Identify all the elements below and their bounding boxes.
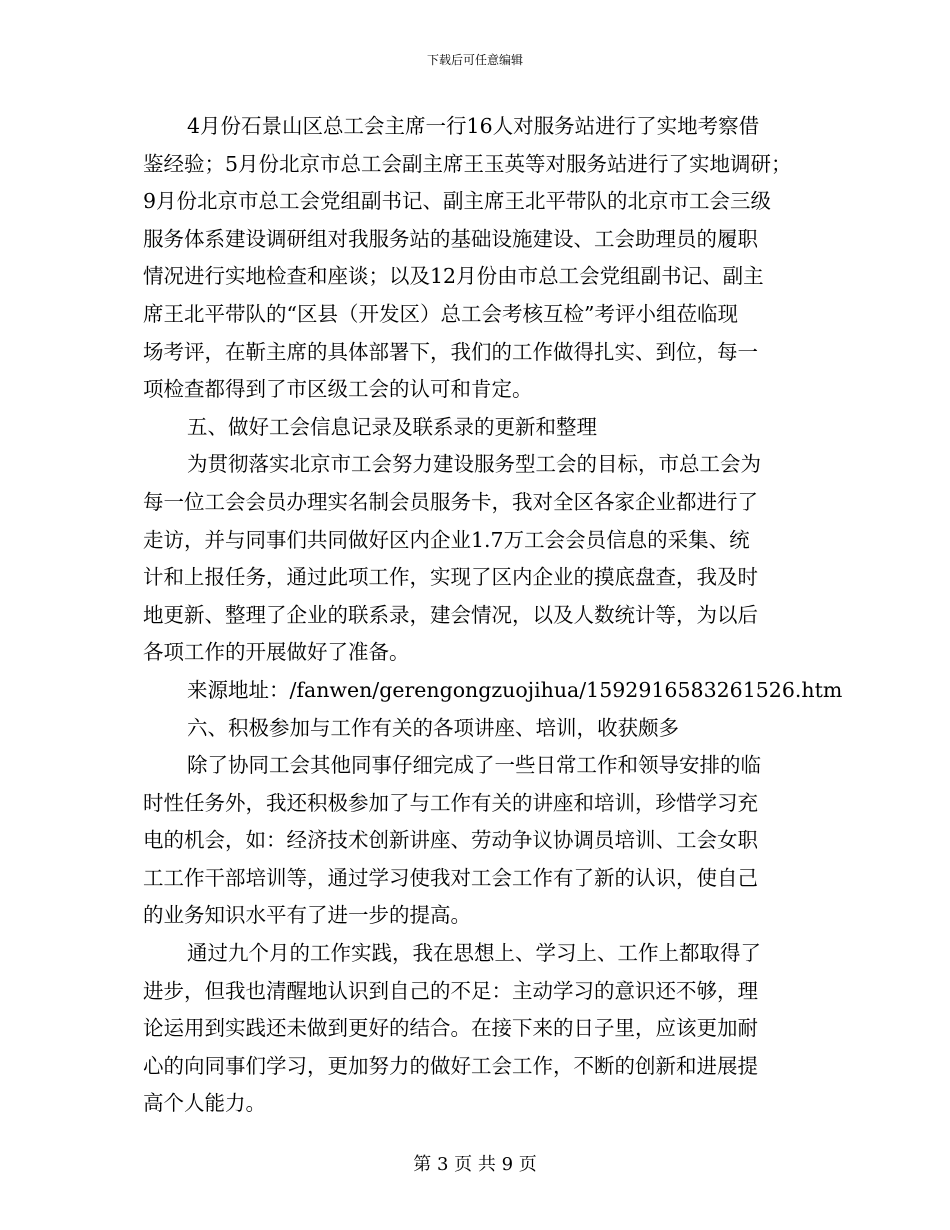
text-line: 席王北平带队的“区县（开发区）总工会考核互检”考评小组莅临现 — [143, 301, 738, 326]
text-line: 进步，但我也清醒地认识到自己的不足：主动学习的意识还不够，理 — [143, 978, 758, 1003]
text-line: 通过九个月的工作实践，我在思想上、学习上、工作上都取得了 — [187, 941, 761, 966]
text-line: 电的机会，如：经济技术创新讲座、劳动争议协调员培训、工会女职 — [143, 828, 758, 853]
document-body — [143, 108, 843, 1123]
source-address — [143, 672, 843, 710]
text-line: 4月份石景山区总工会主席一行16人对服务站进行了实地考察借 — [187, 114, 760, 138]
section-heading — [143, 409, 823, 447]
text-line: 服务体系建设调研组对我服务站的基础设施建设、工会助理员的履职 — [143, 226, 758, 251]
text-line: 鉴经验；5月份北京市总工会副主席王玉英等对服务站进行了实地调研； — [143, 151, 792, 176]
text-line: 走访，并与同事们共同做好区内企业1.7万工会会员信息的采集、统 — [143, 527, 750, 552]
text-line: 高个人能力。 — [143, 1091, 266, 1116]
text-line: 地更新、整理了企业的联系录，建会情况，以及人数统计等，为以后 — [143, 602, 758, 627]
paragraph — [143, 108, 823, 409]
text-line: 场考评，在靳主席的具体部署下，我们的工作做得扎实、到位，每一 — [143, 339, 758, 364]
text-line: 各项工作的开展做好了准备。 — [143, 640, 410, 665]
page-header: 下载后可任意编辑 — [426, 53, 523, 67]
paragraph — [143, 747, 823, 935]
text-line: 心的向同事们学习，更加努力的做好工会工作，不断的创新和进展提 — [143, 1053, 758, 1078]
text-line: 每一位工会会员办理实名制会员服务卡，我对全区各家企业都进行了 — [143, 489, 758, 514]
page-footer: 第 3 页 共 9 页 — [413, 1154, 537, 1175]
paragraph — [143, 935, 823, 1123]
text-line: 项检查都得到了市区级工会的认可和肯定。 — [143, 377, 533, 402]
text-line: 论运用到实践还未做到更好的结合。在接下来的日子里，应该更加耐 — [143, 1016, 758, 1041]
text-line: 工工作干部培训等，通过学习使我对工会工作有了新的认识，使自己 — [143, 865, 758, 890]
text-line: 计和上报任务，通过此项工作，实现了区内企业的摸底盘查，我及时 — [143, 565, 758, 590]
paragraph — [143, 446, 823, 672]
text-line: 的业务知识水平有了进一步的提高。 — [143, 903, 471, 928]
text-line: 情况进行实地检查和座谈；以及12月份由市总工会党组副书记、副主 — [143, 264, 764, 289]
text-line: 除了协同工会其他同事仔细完成了一些日常工作和领导安排的临 — [187, 753, 761, 778]
section-heading — [143, 710, 823, 748]
text-line: 为贯彻落实北京市工会努力建设服务型工会的目标，市总工会为 — [187, 452, 761, 477]
heading-line: 五、做好工会信息记录及联系录的更新和整理 — [187, 414, 597, 439]
source-line: 来源地址：/fanwen/gerengongzuojihua/1592916583261526.htm — [187, 677, 843, 702]
heading-line: 六、积极参加与工作有关的各项讲座、培训，收获颇多 — [187, 715, 679, 740]
text-line: 时性任务外，我还积极参加了与工作有关的讲座和培训，珍惜学习充 — [143, 790, 758, 815]
text-line: 9月份北京市总工会党组副书记、副主席王北平带队的北京市工会三级 — [143, 189, 772, 214]
